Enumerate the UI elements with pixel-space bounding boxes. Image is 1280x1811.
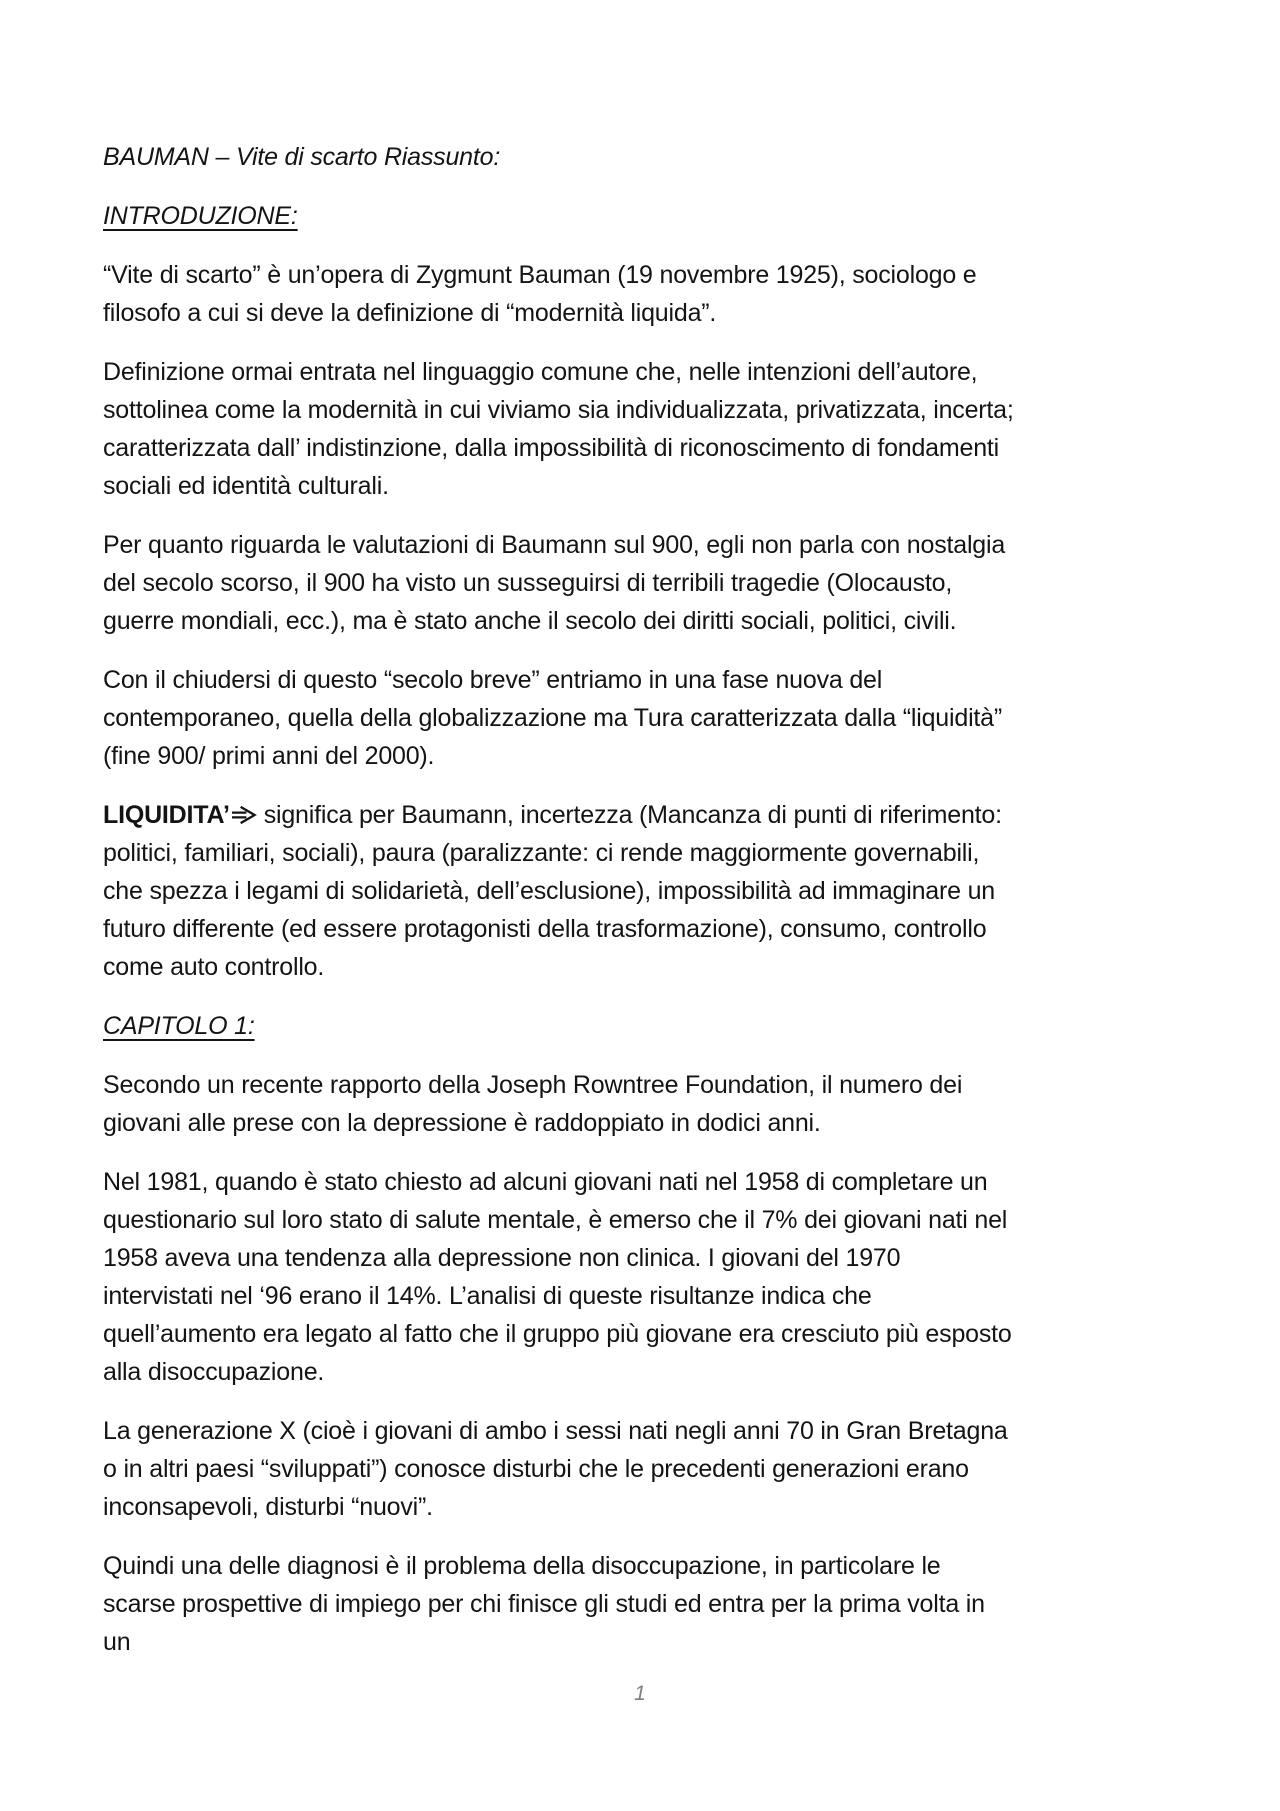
document-body	[103, 138, 1015, 1682]
section-heading-introduzione-label: INTRODUZIONE:	[103, 202, 298, 230]
intro-paragraph-1: “Vite di scarto” è un’opera di Zygmunt Bauman (19 novembre 1925), sociologo e filosofo a cui si deve la definizione di “modernità liquida”.	[103, 261, 977, 327]
liquidita-term: LIQUIDITA’	[103, 801, 230, 829]
section-heading-introduzione	[103, 197, 1015, 235]
liquidita-paragraph	[103, 796, 1015, 986]
chapter1-paragraph-2: Nel 1981, quando è stato chiesto ad alcuni giovani nati nel 1958 di completare un questionario sul loro stato di salute mentale, è emerso che il 7% dei giovani nati nel 1958 aveva una tendenza alla depressione non clinica. I giovani del 1970 intervistati nel ‘96 erano il 14%. L’analisi di queste risultanze indica che quell’aumento era legato al fatto che il gruppo più giovane era cresciuto più esposto alla disoccupazione.	[103, 1168, 1012, 1386]
chapter1-paragraph-4: Quindi una delle diagnosi è il problema della disoccupazione, in particolare le scarse prospettive di impiego per chi finisce gli studi ed entra per la prima volta in un	[103, 1552, 985, 1656]
section-heading-capitolo-1-label: CAPITOLO 1:	[103, 1012, 255, 1040]
page-number: 1	[634, 1682, 646, 1705]
intro-paragraph-3: Per quanto riguarda le valutazioni di Baumann sul 900, egli non parla con nostalgia del secolo scorso, il 900 ha visto un susseguirsi di terribili tragedie (Olocausto, guerre mondiali, ecc.), ma è stato anche il secolo dei diritti sociali, politici, civili.	[103, 531, 1006, 635]
chapter1-paragraph-3: La generazione X (cioè i giovani di ambo i sessi nati negli anni 70 in Gran Bretagna o in altri paesi “sviluppati”) conosce disturbi che le precedenti generazioni erano inconsapevoli, disturbi “nuovi”.	[103, 1417, 1008, 1521]
section-heading-capitolo-1	[103, 1007, 1015, 1045]
liquidita-paragraph-text: significa per Baumann, incertezza (Mancanza di punti di riferimento: politici, familiari, sociali), paura (paralizzante: ci rende maggiormente governabili, che spezza i legami di solidarietà, dell’esclusione), impossibilità ad immaginare un futuro differente (ed essere protagonisti della trasformazione), consumo, controllo come auto controllo.	[103, 801, 1002, 981]
document-title: BAUMAN – Vite di scarto Riassunto:	[103, 143, 501, 171]
intro-paragraph-2: Definizione ormai entrata nel linguaggio comune che, nelle intenzioni dell’autore, sottolinea come la modernità in cui viviamo sia individualizzata, privatizzata, incerta; caratterizzata dall’ indistinzione, dalla impossibilità di riconoscimento di fondamenti sociali ed identità culturali.	[103, 358, 1014, 500]
chapter1-paragraph-1: Secondo un recente rapporto della Joseph Rowntree Foundation, il numero dei giovani alle prese con la depressione è raddoppiato in dodici anni.	[103, 1071, 963, 1137]
double-arrow-right-icon	[232, 805, 257, 825]
intro-paragraph-4: Con il chiudersi di questo “secolo breve” entriamo in una fase nuova del contemporaneo, quella della globalizzazione ma Tura caratterizzata dalla “liquidità” (fine 900/ primi anni del 2000).	[103, 666, 1002, 770]
